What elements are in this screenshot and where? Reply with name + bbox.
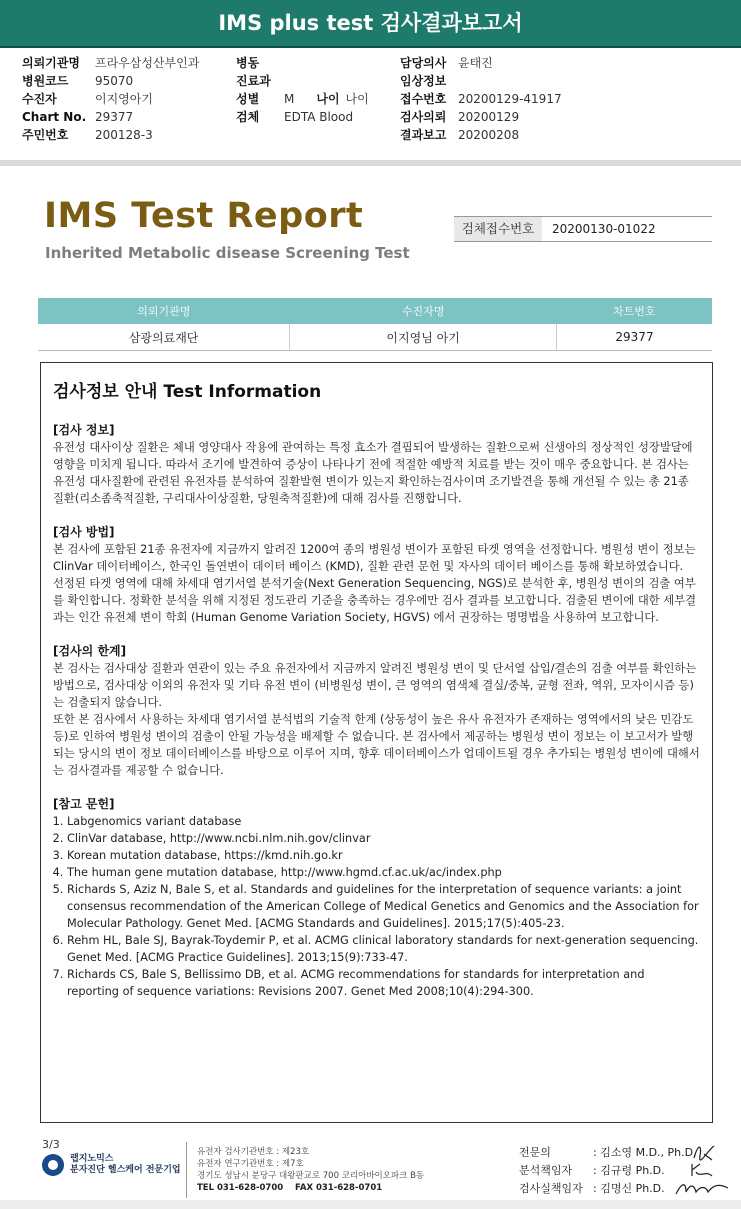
meta-row: 접수번호 20200129-41917 xyxy=(400,92,562,106)
list-item: 5. Richards S, Aziz N, Bale S, et al. Standards and guidelines for the interpretation of sequence variants: a joint consensus recommendation of the American College of Medical Genetics and Genomics and the Association for Molecular Pathology. Genet Med. [ACMG Standards and Guidelines]. 2015;17(5):405-23. xyxy=(67,881,700,932)
paragraph: 유전성 대사이상 질환은 체내 영양대사 작용에 관여하는 특정 효소가 결핍되어 발생하는 질환으로써 신생아의 정상적인 성장발달에 영향을 미치게 됩니다. 따라서 조기에 발견하여 증상이 나타나기 전에 적절한 예방적 치료를 받는 것이 매우 중요합니다. 본 검사는 유전성 대사질환에 관련된 유전자를 분석하여 질환발현 변이가 있는지 확인하는검사이며 조기발견을 통해 개선될 수 있는 총 21종 질환(리소좀축적질환, 구리대사이상질환, 당원축적질환)에 대해 검사를 진행합니다. xyxy=(53,441,693,505)
section-title: 검사정보 안내 Test Information xyxy=(53,382,322,402)
patient-info-column-2 xyxy=(236,54,369,126)
section-heading-test-method: [검사 방법] xyxy=(53,525,115,539)
receipt-number-box xyxy=(454,216,712,242)
patient-info-column-3 xyxy=(400,54,562,144)
section-heading-test-info: [검사 정보] xyxy=(53,423,115,437)
signer-row: 분석책임자 : 김규령 Ph.D. xyxy=(519,1164,665,1177)
list-item: 2. ClinVar database, http://www.ncbi.nlm.nih.gov/clinvar xyxy=(67,830,700,847)
signer-row: 전문의 : 김소영 M.D., Ph.D. xyxy=(519,1146,697,1159)
page-number: 3/3 xyxy=(42,1138,60,1151)
signer-row: 검사실책임자 : 김명신 Ph.D. xyxy=(519,1182,665,1195)
receipt-number-value: 20200130-01022 xyxy=(552,222,656,236)
meta-row: 성별 M 나이 나이 xyxy=(236,92,369,106)
report-header-title: IMS plus test 검사결과보고서 xyxy=(218,11,523,35)
column-header: 수진자명 xyxy=(290,298,557,324)
organization-info: 유전자 검사기관번호 : 제23호 유전자 연구기관번호 : 제7호 경기도 성남시 분당구 대왕판교로 700 코리아바이오파크 B동 TEL 031-628-0700 FAX 031-628-0701 xyxy=(197,1147,425,1193)
page-bottom-band xyxy=(0,1200,741,1209)
meta-row: 수진자 이지영아기 xyxy=(22,92,153,106)
signatories xyxy=(519,1144,697,1198)
meta-row: 검사의뢰 20200129 xyxy=(400,110,520,124)
table-cell: 29377 xyxy=(557,324,713,351)
reference-list xyxy=(53,813,700,1000)
test-information-box xyxy=(40,362,713,1123)
paragraph: 본 검사에 포함된 21종 유전자에 지금까지 알려진 1200여 종의 병원성 변이가 포함된 타겟 영역을 선정합니다. 병원성 변이 정보는 ClinVar 데이터베이스, 한국인 돌연변이 데이터 베이스 (KMD), 질환 관련 문헌 및 자사의 데이터 베이스를 통해 확보하였습니다. xyxy=(53,543,696,573)
section-heading-test-limits: [검사의 한계] xyxy=(53,644,127,658)
list-item: 4. The human gene mutation database, http://www.hgmd.cf.ac.uk/ac/index.php xyxy=(67,864,700,881)
column-header: 차트번호 xyxy=(557,298,713,324)
signature-icon xyxy=(672,1178,732,1198)
header-divider xyxy=(0,160,741,166)
footer-divider xyxy=(186,1142,187,1198)
fax-number: FAX 031-628-0701 xyxy=(295,1183,383,1193)
section-heading-references: [참고 문헌] xyxy=(53,797,115,811)
meta-row: 임상정보 xyxy=(400,74,447,88)
table-cell: 삼광의료재단 xyxy=(38,324,290,351)
paragraph: 또한 본 검사에서 사용하는 차세대 염기서열 분석법의 기술적 한계 (상동성이 높은 유사 유전자가 존재하는 영역에서의 낮은 민감도 등)로 인하여 병원성 변이의 검출이 안될 가능성을 배제할 수 없습니다. 본 검사에서 제공하는 병원성 변이 정보는 이 보고서가 발행되는 당시의 변이 정보 데이터베이스를 바탕으로 이루어 지며, 향후 데이터베이스가 업데이트될 경우 추가되는 병원성 변이에 대해서는 검사결과를 제공할 수 없습니다. xyxy=(53,713,700,777)
list-item: 1. Labgenomics variant database xyxy=(67,813,700,830)
paragraph: 본 검사는 검사대상 질환과 연관이 있는 주요 유전자에서 지금까지 알려진 병원성 변이 및 단서열 삽입/결손의 검출 여부를 확인하는 방법으로, 검사대상 이외의 유전자 및 기타 유전 변이 (비병원성 변이, 큰 영역의 염색체 결실/중복, 균형 전좌, 역위, 모자이시즘 등)는 검출되지 않습니다. xyxy=(53,662,697,709)
receipt-number-label: 검체접수번호 xyxy=(454,217,542,241)
phone-number: TEL 031-628-0700 xyxy=(197,1183,284,1193)
meta-row: 담당의사 윤태진 xyxy=(400,56,493,70)
logo-name: 랩지노믹스 xyxy=(70,1154,114,1164)
report-subtitle: Inherited Metabolic disease Screening Test xyxy=(45,244,410,262)
table-row xyxy=(38,324,712,351)
list-item: 6. Rehm HL, Bale SJ, Bayrak-Toydemir P, et al. ACMG clinical laboratory standards for next-generation sequencing. Genet Med. [ACMG Practice Guidelines]. 2013;15(9):733-47. xyxy=(67,932,700,966)
patient-info-column-1 xyxy=(22,54,199,144)
meta-row: 주민번호 200128-3 xyxy=(22,128,153,142)
list-item: 7. Richards CS, Bale S, Bellissimo DB, et al. ACMG recommendations for standards for interpretation and reporting of sequence variations: Revisions 2007. Genet Med 2008;10(4):294-300. xyxy=(67,966,700,1000)
meta-row: 결과보고 20200208 xyxy=(400,128,520,142)
age-value: 나이 xyxy=(345,92,369,106)
requester-info-table xyxy=(38,298,712,351)
list-item: 3. Korean mutation database, https://kmd.nih.go.kr xyxy=(67,847,700,864)
table-header-row xyxy=(38,298,712,324)
table-cell: 이지영님 아기 xyxy=(290,324,557,351)
paragraph: 선정된 타겟 영역에 대해 차세대 염기서열 분석기술(Next Generation Sequencing, NGS)로 분석한 후, 병원성 변이의 검출 여부를 확인합니다. 정확한 분석을 위해 지정된 정도관리 기준을 충족하는 경우에만 검사 결과를 보고합니다. 검출된 변이에 대한 세부결과는 인간 유전체 변이 학회 (Human Genome Variation Society, HGVS) 에서 권장하는 명명법을 사용하여 보고합니다. xyxy=(53,577,697,624)
meta-row: 의뢰기관명 프라우삼성산부인과 xyxy=(22,56,200,70)
meta-row: 진료과 xyxy=(236,74,271,88)
report-header-bar xyxy=(0,0,741,48)
logo-tagline: 분자진단 헬스케어 전문기업 xyxy=(70,1165,181,1175)
report-title: IMS Test Report xyxy=(44,196,364,236)
column-header: 의뢰기관명 xyxy=(38,298,290,324)
company-logo xyxy=(42,1154,181,1176)
meta-row: 병동 xyxy=(236,56,260,70)
meta-row: Chart No. 29377 xyxy=(22,110,134,124)
meta-row: 병원코드 95070 xyxy=(22,74,134,88)
age-label: 나이 xyxy=(316,92,340,106)
logo-icon xyxy=(42,1154,64,1176)
meta-row: 검체 EDTA Blood xyxy=(236,110,354,124)
